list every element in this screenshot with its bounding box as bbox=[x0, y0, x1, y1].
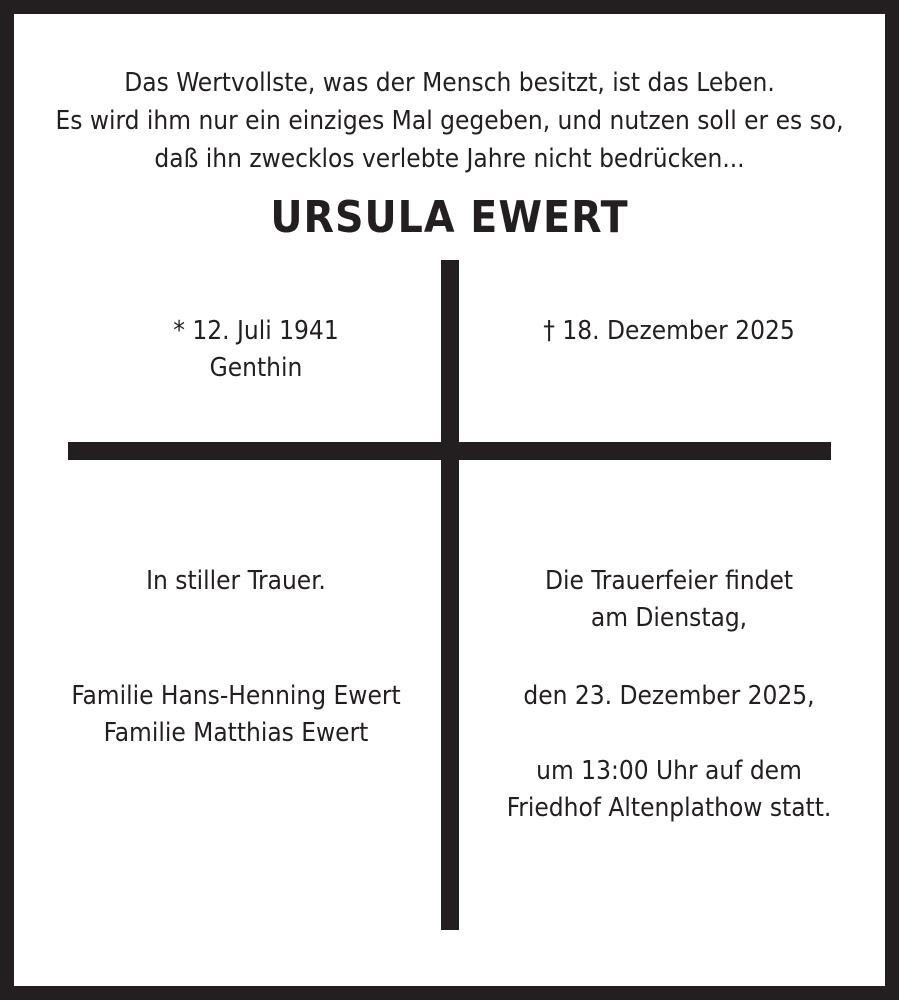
ceremony-line-3: den 23. Dezember 2025, bbox=[523, 681, 815, 711]
quote-line-2: Es wird ihm nur ein einziges Mal gegeben, und nutzen soll er es so, bbox=[55, 106, 844, 136]
ceremony-line-4: um 13:00 Uhr auf dem bbox=[536, 756, 802, 786]
ceremony-announcement bbox=[474, 563, 864, 637]
ceremony-line-2: am Dienstag, bbox=[590, 603, 748, 633]
ceremony-line-1: Die Trauerfeier findet bbox=[544, 566, 794, 596]
family-item: Familie Matthias Ewert bbox=[103, 718, 369, 748]
death-date: † 18. Dezember 2025 bbox=[543, 316, 795, 346]
quote-line-1: Das Wertvollste, was der Mensch besitzt, ist das Leben. bbox=[124, 68, 775, 98]
birth-place: Genthin bbox=[209, 353, 303, 383]
cross-horizontal-bar bbox=[68, 442, 831, 460]
birth-date: * 12. Juli 1941 bbox=[173, 316, 339, 346]
ceremony-time-place bbox=[474, 753, 864, 827]
ceremony-line-5: Friedhof Altenplathow statt. bbox=[506, 793, 832, 823]
deceased-name: URSULA EWERT bbox=[270, 192, 629, 243]
death-info bbox=[474, 313, 864, 350]
family-list bbox=[66, 678, 406, 752]
family-item: Familie Hans-Henning Ewert bbox=[71, 681, 401, 711]
quote bbox=[0, 64, 899, 178]
birth-info bbox=[86, 313, 426, 387]
quote-line-3: daß ihn zwecklos verlebte Jahre nicht bedrücken... bbox=[154, 144, 745, 174]
mourning-text: In stiller Trauer. bbox=[146, 566, 326, 596]
ceremony-date bbox=[474, 678, 864, 715]
cross-vertical-bar bbox=[441, 260, 459, 930]
